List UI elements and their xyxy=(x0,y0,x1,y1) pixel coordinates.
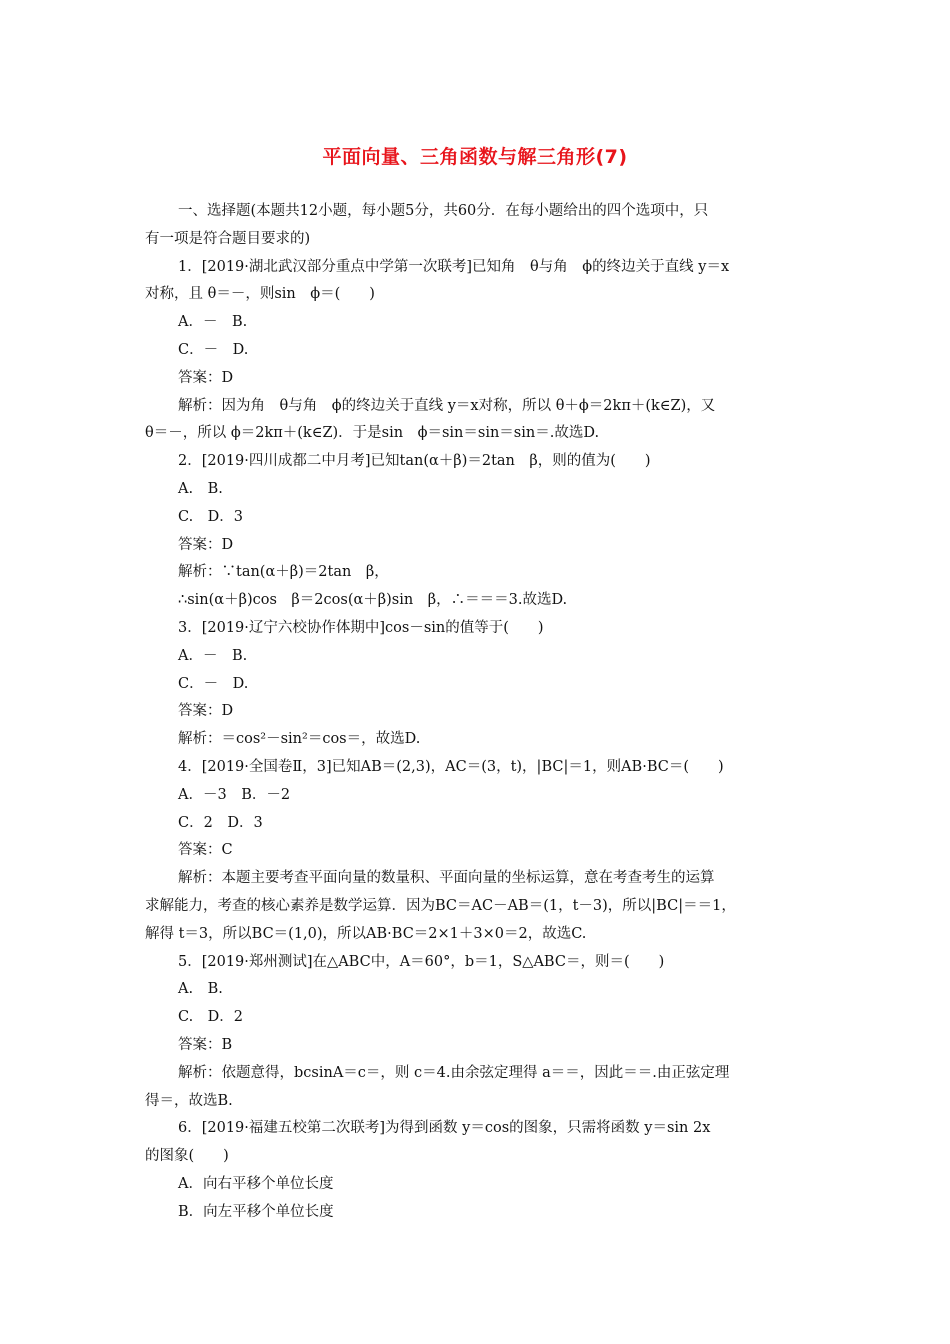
text-line: A．向右平移个单位长度 xyxy=(178,1175,334,1192)
text-line: C. D．2 xyxy=(178,1009,244,1026)
text-line: 答案：B xyxy=(178,1036,233,1053)
text-line: 解析：＝cos²－sin²＝cos＝，故选D. xyxy=(178,731,421,748)
text-line: 答案：D xyxy=(178,703,234,720)
text-line: 5．[2019·郑州测试]在△ABC中，A＝60°，b＝1，S△ABC＝，则＝( ) xyxy=(178,953,665,970)
text-line: A．－ B. xyxy=(178,647,248,664)
text-line: 解析：本题主要考查平面向量的数量积、平面向量的坐标运算，意在考查考生的运算 xyxy=(178,870,715,887)
text-line: ∴sin(α＋β)cos β＝2cos(α＋β)sin β，∴＝＝＝3.故选D. xyxy=(178,592,568,609)
text-line: 解得 t＝3，所以BC＝(1,0)，所以AB·BC＝2×1＋3×0＝2，故选C. xyxy=(145,925,587,942)
text-line: 的图象( ) xyxy=(145,1148,229,1165)
text-line: 求解能力，考查的核心素养是数学运算．因为BC＝AC－AB＝(1，t－3)，所以|BC|＝＝1， xyxy=(145,897,736,914)
text-line: B．向左平移个单位长度 xyxy=(178,1203,334,1220)
text-line: 解析：因为角 θ与角 ϕ的终边关于直线 y＝x对称，所以 θ＋ϕ＝2kπ＋(k∈Z)，又 xyxy=(178,397,716,414)
text-line: 得＝，故选B. xyxy=(145,1092,233,1109)
text-line: 解析：∵tan(α＋β)＝2tan β， xyxy=(178,564,389,581)
text-line: 2．[2019·四川成都二中月考]已知tan(α＋β)＝2tan β，则的值为( ) xyxy=(178,453,651,470)
text-line: A. B. xyxy=(178,480,223,497)
text-line: C．－ D. xyxy=(178,341,249,358)
text-line: 1．[2019·湖北武汉部分重点中学第一次联考]已知角 θ与角 ϕ的终边关于直线 y＝x xyxy=(178,258,730,275)
document-body xyxy=(145,198,813,1226)
text-line: A．－3 B．－2 xyxy=(178,786,291,803)
text-line: C．－ D. xyxy=(178,675,249,692)
text-line: 3．[2019·辽宁六校协作体期中]cos－sin的值等于( ) xyxy=(178,619,544,636)
text-line: 有一项是符合题目要求的) xyxy=(145,230,311,247)
page-title: 平面向量、三角函数与解三角形(7) xyxy=(322,146,628,168)
text-line: 对称，且 θ＝－，则sin ϕ＝( ) xyxy=(145,286,375,303)
text-line: θ＝－，所以 ϕ＝2kπ＋(k∈Z)．于是sin ϕ＝sin＝sin＝sin＝.故选D. xyxy=(145,425,600,442)
text-line: 6．[2019·福建五校第二次联考]为得到函数 y＝cos的图象，只需将函数 y＝sin 2x xyxy=(178,1120,711,1137)
text-line: 一、选择题(本题共12小题，每小题5分，共60分．在每小题给出的四个选项中，只 xyxy=(178,203,709,219)
text-line: 4．[2019·全国卷Ⅱ，3]已知AB＝(2,3)，AC＝(3，t)，|BC|＝1，则AB·BC＝( ) xyxy=(178,758,724,775)
text-line: 答案：D xyxy=(178,369,234,386)
text-line: A．－ B. xyxy=(178,314,248,331)
text-line: 解析：依题意得，bcsinA＝c＝，则 c＝4.由余弦定理得 a＝＝，因此＝＝.由正弦定理 xyxy=(178,1064,730,1081)
text-line: 答案：D xyxy=(178,536,234,553)
text-line: 答案：C xyxy=(178,842,233,859)
text-line: A. B. xyxy=(178,981,223,998)
text-line: C. D．3 xyxy=(178,508,244,525)
text-line: C．2 D．3 xyxy=(178,814,263,831)
